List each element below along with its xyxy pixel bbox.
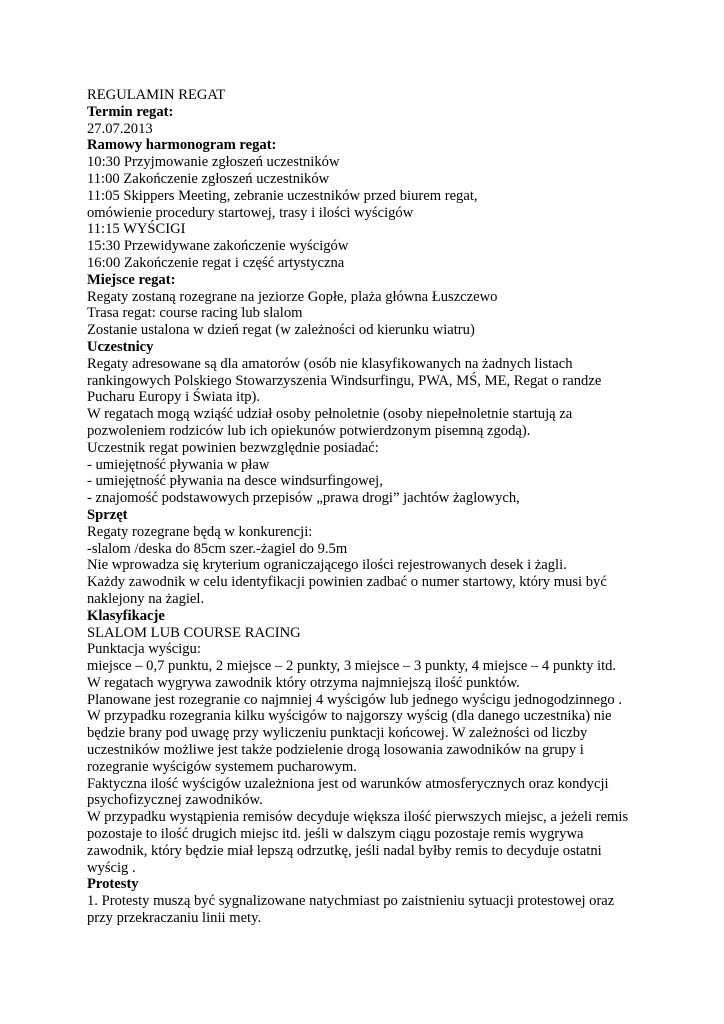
section-heading-sprzet: Sprzęt — [87, 506, 128, 523]
section-sprzet — [87, 507, 687, 608]
section-heading-klasyfikacje: Klasyfikacje — [87, 607, 165, 624]
uczestnicy-line: - znajomość podstawowych przepisów „prawa drogi” jachtów żaglowych, — [87, 490, 520, 507]
section-harmonogram — [87, 137, 687, 271]
klasyfikacje-line: będzie brany pod uwagę przy wyliczeniu punktacji końcowej. W zależności od liczby — [87, 725, 588, 742]
uczestnicy-line: Pucharu Europy i Świata itp). — [87, 389, 261, 406]
uczestnicy-line: W regatach mogą wziąść udział osoby pełnoletnie (osoby niepełnoletnie startują za — [87, 406, 573, 423]
klasyfikacje-line: pozostaje to ilość drugich miejsc itd. jeśli w dalszym ciągu pozostaje remis wygrywa — [87, 826, 584, 843]
uczestnicy-line: - umiejętność pływania w pław — [87, 456, 270, 473]
protesty-line: przy przekraczaniu linii mety. — [87, 910, 262, 927]
harmonogram-line: 11:00 Zakończenie zgłoszeń uczestników — [87, 170, 330, 187]
miejsce-line: Trasa regat: course racing lub slalom — [87, 305, 303, 322]
section-protesty — [87, 876, 687, 926]
protesty-line: 1. Protesty muszą być sygnalizowane natychmiast po zaistnieniu sytuacji protestowej oraz — [87, 893, 615, 910]
harmonogram-line: 15:30 Przewidywane zakończenie wyścigów — [87, 238, 349, 255]
klasyfikacje-line: zawodnik, który będzie miał lepszą odrzutkę, jeśli nadal byłby remis to decyduje ostatni — [87, 842, 602, 859]
section-heading-uczestnicy: Uczestnicy — [87, 338, 154, 355]
harmonogram-line: 16:00 Zakończenie regat i część artystyczna — [87, 254, 345, 271]
termin-date: 27.07.2013 — [87, 120, 153, 137]
klasyfikacje-line: W przypadku wystąpienia remisów decyduje większa ilość pierwszych miejsc, a jeżeli remis — [87, 809, 629, 826]
section-heading-termin: Termin regat: — [87, 103, 174, 120]
klasyfikacje-line: Punktacja wyścigu: — [87, 641, 201, 658]
harmonogram-line: 11:15 WYŚCIGI — [87, 221, 186, 238]
klasyfikacje-line: psychofizycznej zawodników. — [87, 792, 263, 809]
uczestnicy-line: pozwoleniem rodziców lub ich opiekunów potwierdzonym pisemną zgodą). — [87, 422, 531, 439]
klasyfikacje-line: W regatach wygrywa zawodnik który otrzyma najmniejszą ilość punktów. — [87, 674, 520, 691]
klasyfikacje-line: W przypadku rozegrania kilku wyścigów to najgorszy wyścig (dla danego uczestnika) nie — [87, 708, 612, 725]
section-klasyfikacje — [87, 608, 687, 877]
section-uczestnicy — [87, 339, 687, 507]
klasyfikacje-line: miejsce – 0,7 punktu, 2 miejsce – 2 punkty, 3 miejsce – 3 punkty, 4 miejsce – 4 punkty itd. — [87, 658, 617, 675]
section-heading-harmonogram: Ramowy harmonogram regat: — [87, 137, 277, 154]
sprzet-line: Każdy zawodnik w celu identyfikacji powinien zadbać o numer startowy, który musi być — [87, 574, 607, 591]
klasyfikacje-line: rozegranie wyścigów systemem pucharowym. — [87, 758, 357, 775]
sprzet-line: Nie wprowadza się kryterium ograniczającego ilości rejestrowanych desek i żagli. — [87, 557, 567, 574]
uczestnicy-line: rankingowych Polskiego Stowarzyszenia Windsurfingu, PWA, MŚ, ME, Regat o randze — [87, 372, 602, 389]
sprzet-line: naklejony na żagiel. — [87, 590, 205, 607]
section-termin — [87, 104, 687, 138]
uczestnicy-line: - umiejętność pływania na desce windsurfingowej, — [87, 473, 383, 490]
document-page — [87, 87, 687, 927]
klasyfikacje-line: Faktyczna ilość wyścigów uzależniona jest od warunków atmosferycznych oraz kondycji — [87, 775, 609, 792]
harmonogram-line: 11:05 Skippers Meeting, zebranie uczestników przed biurem regat, — [87, 187, 478, 204]
klasyfikacje-line: SLALOM LUB COURSE RACING — [87, 624, 301, 641]
harmonogram-line: 10:30 Przyjmowanie zgłoszeń uczestników — [87, 154, 340, 171]
sprzet-line: Regaty rozegrane będą w konkurencji: — [87, 523, 313, 540]
uczestnicy-line: Uczestnik regat powinien bezwzględnie posiadać: — [87, 439, 379, 456]
miejsce-line: Regaty zostaną rozegrane na jeziorze Gopłe, plaża główna Łuszczewo — [87, 288, 498, 305]
klasyfikacje-line: wyścig . — [87, 859, 136, 876]
section-heading-miejsce: Miejsce regat: — [87, 271, 176, 288]
sprzet-line: -slalom /deska do 85cm szer.-żagiel do 9.5m — [87, 540, 348, 557]
section-heading-protesty: Protesty — [87, 876, 139, 893]
harmonogram-line: omówienie procedury startowej, trasy i ilości wyścigów — [87, 204, 414, 221]
klasyfikacje-line: uczestników możliwe jest także podzielenie drogą losowania zawodników na grupy i — [87, 742, 584, 759]
klasyfikacje-line: Planowane jest rozegranie co najmniej 4 wyścigów lub jednego wyścigu jednogodzinnego . — [87, 691, 622, 708]
document-title: REGULAMIN REGAT — [87, 87, 226, 103]
section-miejsce — [87, 272, 687, 339]
uczestnicy-line: Regaty adresowane są dla amatorów (osób nie klasyfikowanych na żadnych listach — [87, 355, 573, 372]
miejsce-line: Zostanie ustalona w dzień regat (w zależności od kierunku wiatru) — [87, 322, 475, 339]
